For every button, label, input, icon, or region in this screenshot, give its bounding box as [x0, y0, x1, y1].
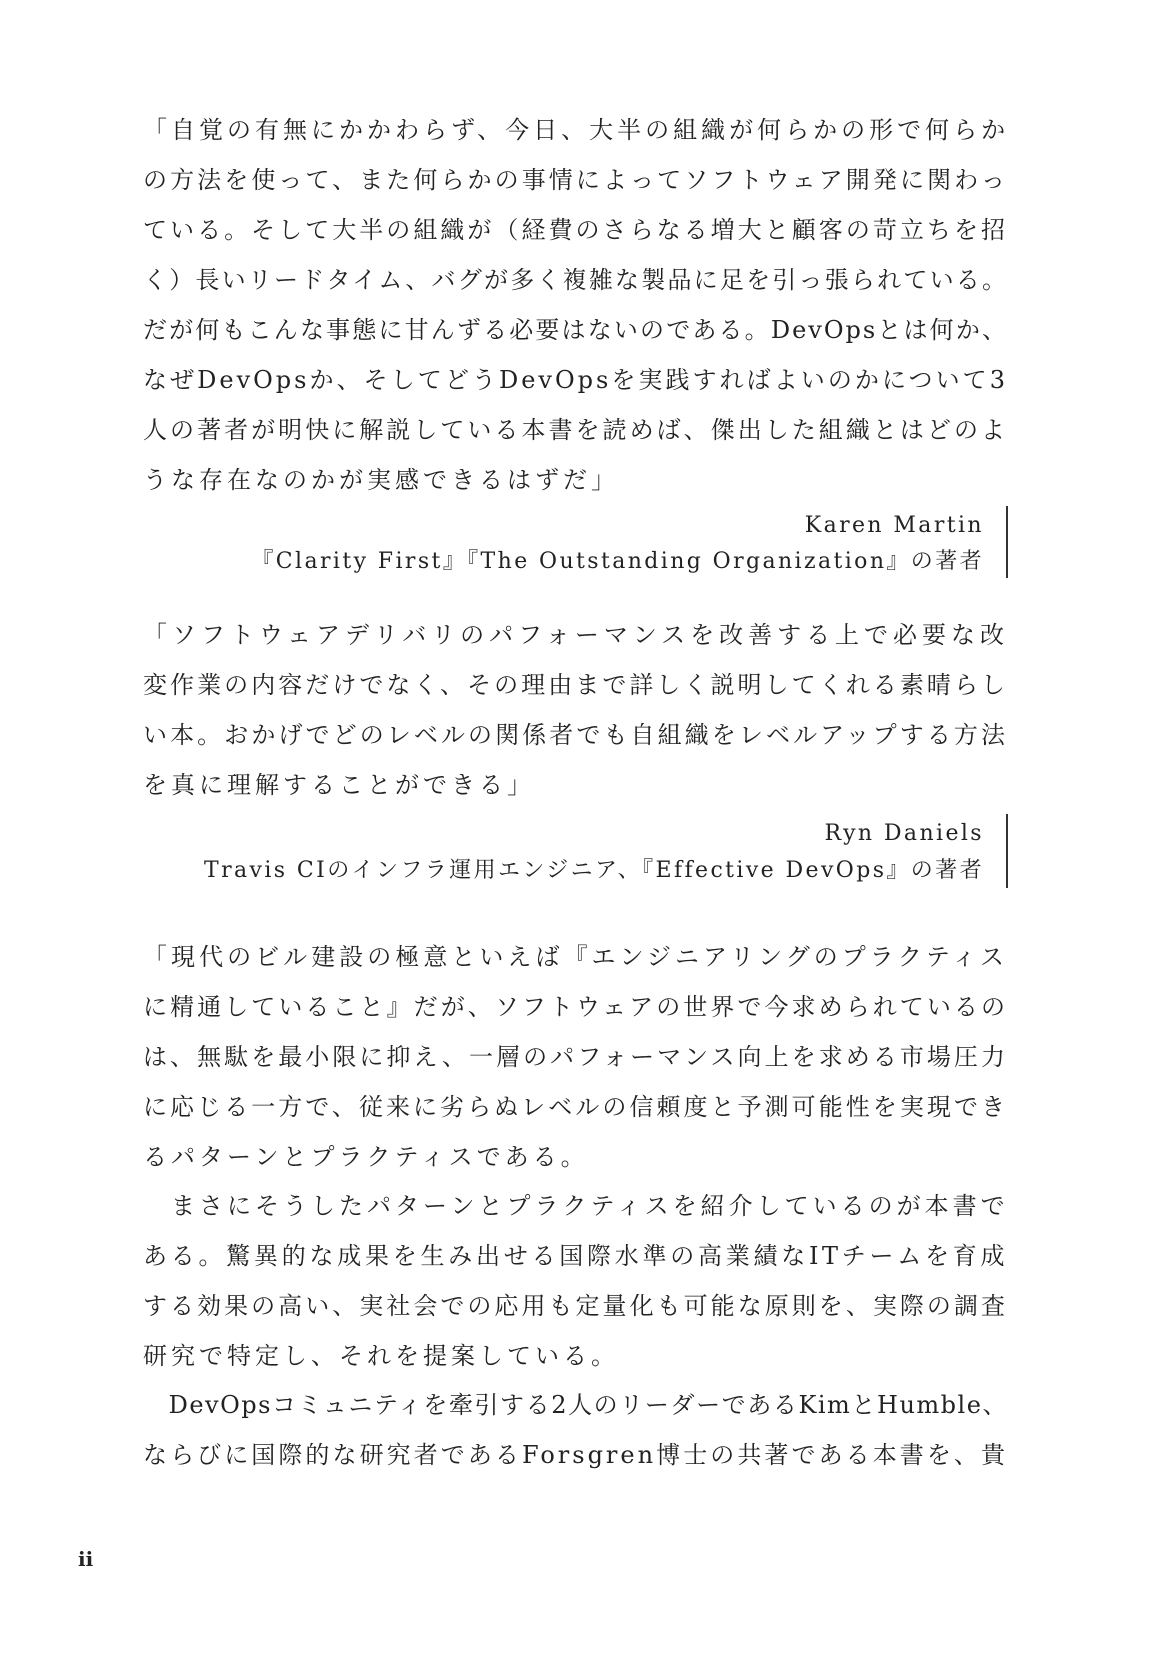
quote-line: を真に理解することができる」	[143, 771, 535, 799]
quote-line: に応じる一方で、従来に劣らぬレベルの信頼度と予測可能性を実現でき	[143, 1093, 1008, 1121]
quote-line: ならびに国際的な研究者であるForsgren博士の共著である本書を、貴	[143, 1441, 1008, 1469]
endorser-name: Karen Martin	[804, 513, 984, 538]
quote-line: ある。驚異的な成果を生み出せる国際水準の高業績なITチームを育成	[143, 1242, 1008, 1270]
quote-line: 研究で特定し、それを提案している。	[143, 1342, 619, 1370]
page-number: ii	[78, 1547, 94, 1571]
quote-line: うな存在なのかが実感できるはずだ」	[143, 466, 619, 494]
quote-line: する効果の高い、実社会での応用も定量化も可能な原則を、実際の調査	[143, 1292, 1008, 1320]
endorsement-2	[143, 615, 1008, 905]
quote-line: だが何もこんな事態に甘んずる必要はないのである。DevOpsとは何か、	[143, 316, 1008, 344]
endorser-credit: Travis CIのインフラ運用エンジニア、『Effective DevOps』の著者	[204, 858, 984, 883]
quote-line: 「現代のビル建設の極意といえば『エンジニアリングのプラクティス	[143, 943, 1008, 971]
quote-line: 「ソフトウェアデリバリのパフォーマンスを改善する上で必要な改	[143, 621, 1008, 649]
endorser-name: Ryn Daniels	[824, 821, 984, 846]
attribution-bar	[1006, 506, 1008, 578]
quote-line: の方法を使って、また何らかの事情によってソフトウェア開発に関わっ	[143, 166, 1008, 194]
endorser-credit: 『Clarity First』『The Outstanding Organization』の著者	[251, 549, 984, 574]
quote-line: は、無駄を最小限に抑え、一層のパフォーマンス向上を求める市場圧力	[143, 1043, 1008, 1071]
quote-line: く）長いリードタイム、バグが多く複雑な製品に足を引っ張られている。	[143, 266, 1008, 294]
quote-line: るパターンとプラクティスである。	[143, 1143, 589, 1171]
quote-line: まさにそうしたパターンとプラクティスを紹介しているのが本書で	[143, 1192, 1009, 1220]
quote-line: 変作業の内容だけでなく、その理由まで詳しく説明してくれる素晴らし	[143, 671, 1008, 699]
quote-line: い本。おかげでどのレベルの関係者でも自組織をレベルアップする方法	[143, 721, 1008, 749]
quote-line: 人の著者が明快に解説している本書を読めば、傑出した組織とはどのよ	[143, 416, 1008, 444]
quote-line: ている。そして大半の組織が（経費のさらなる増大と顧客の苛立ちを招	[143, 216, 1008, 244]
quote-line: なぜDevOpsか、そしてどうDevOpsを実践すればよいのかについて3	[143, 366, 1008, 394]
endorsement-3	[143, 937, 1008, 1497]
quote-line: 「自覚の有無にかかわらず、今日、大半の組織が何らかの形で何らか	[143, 116, 1010, 144]
quote-line: DevOpsコミュニティを牽引する2人のリーダーであるKimとHumble、	[143, 1391, 1008, 1419]
attribution-bar	[1006, 814, 1008, 888]
endorsement-1	[143, 110, 1008, 580]
quote-line: に精通していること』だが、ソフトウェアの世界で今求められているの	[143, 993, 1008, 1021]
